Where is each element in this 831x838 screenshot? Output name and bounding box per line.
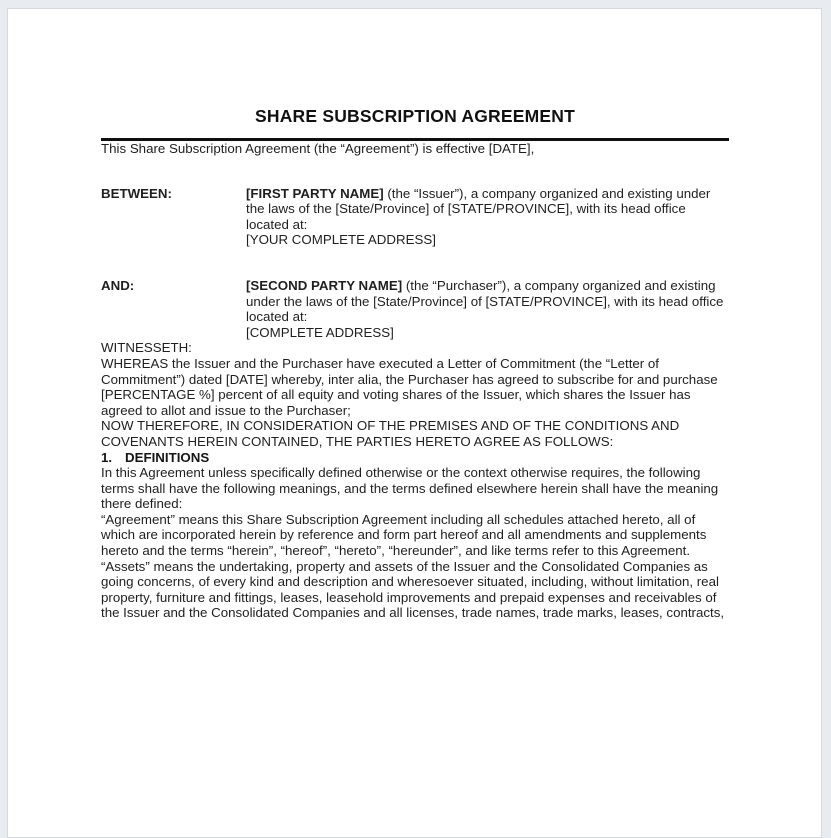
- first-party-paragraph: [246, 186, 729, 233]
- first-party-name: [FIRST PARTY NAME]: [246, 185, 384, 201]
- definitions-intro: In this Agreement unless specifically defined otherwise or the context otherwise requires, the following terms shall have the following meanings, and the terms defined elsewhere herein shall have the meaning there defined:: [101, 465, 719, 512]
- first-party-address: [YOUR COMPLETE ADDRESS]: [246, 232, 436, 248]
- between-label: BETWEEN:: [101, 185, 172, 201]
- definitions-label: DEFINITIONS: [125, 449, 210, 465]
- second-party-address: [COMPLETE ADDRESS]: [246, 324, 394, 340]
- second-party-name: [SECOND PARTY NAME]: [246, 277, 403, 293]
- second-party-paragraph: [246, 278, 729, 325]
- document-title: SHARE SUBSCRIPTION AGREEMENT: [255, 106, 575, 126]
- and-block: [101, 278, 729, 340]
- and-details: [246, 278, 729, 340]
- witnesseth-heading: WITNESSETH:: [101, 340, 192, 356]
- document-page: [7, 8, 822, 838]
- definition-assets: “Assets” means the undertaking, property and assets of the Issuer and the Consolidated Companies as going concerns, of every kind and description and wheresoever situated, including, without limitation, real property, furniture and fittings, leases, leasehold improvements and prepaid expenses and receivables of the Issuer and the Consolidated Companies and all licenses, trade names, trade marks, leases, contracts,: [101, 558, 725, 621]
- between-details: [246, 186, 729, 248]
- second-party-text: (the “Purchaser”), a company organized and existing under the laws of the [State/Province] of [STATE/PROVINCE], with its head office located at:: [246, 277, 724, 325]
- whereas-clause: WHEREAS the Issuer and the Purchaser have executed a Letter of Commitment (the “Letter of Commitment”) dated [DATE] whereby, inter alia, the Purchaser has agreed to subscribe for and purchase [PERCENTAGE %] percent of all equity and voting shares of the Issuer, which shares the Issuer has agreed to allot and issue to the Purchaser;: [101, 355, 718, 418]
- effective-line: This Share Subscription Agreement (the “Agreement”) is effective [DATE],: [101, 141, 535, 156]
- and-label: AND:: [101, 277, 135, 293]
- document-content: [8, 9, 821, 621]
- first-party-text: (the “Issuer”), a company organized and existing under the laws of the [State/Province] of [STATE/PROVINCE], with its head office located at:: [246, 185, 711, 232]
- definitions-number: 1.: [101, 449, 113, 465]
- definition-agreement: “Agreement” means this Share Subscription Agreement including all schedules attached hereto, all of which are incorporated herein by reference and form part hereof and all amendments and supplements hereto and the terms “herein”, “hereof”, “hereto”, “hereunder”, and like terms refer to this Agreement.: [101, 511, 707, 559]
- now-therefore-clause: NOW THEREFORE, IN CONSIDERATION OF THE PREMISES AND OF THE CONDITIONS AND COVENANTS HEREIN CONTAINED, THE PARTIES HERETO AGREE AS FOLLOWS:: [101, 418, 680, 449]
- between-block: [101, 186, 729, 248]
- definitions-heading: [101, 450, 729, 466]
